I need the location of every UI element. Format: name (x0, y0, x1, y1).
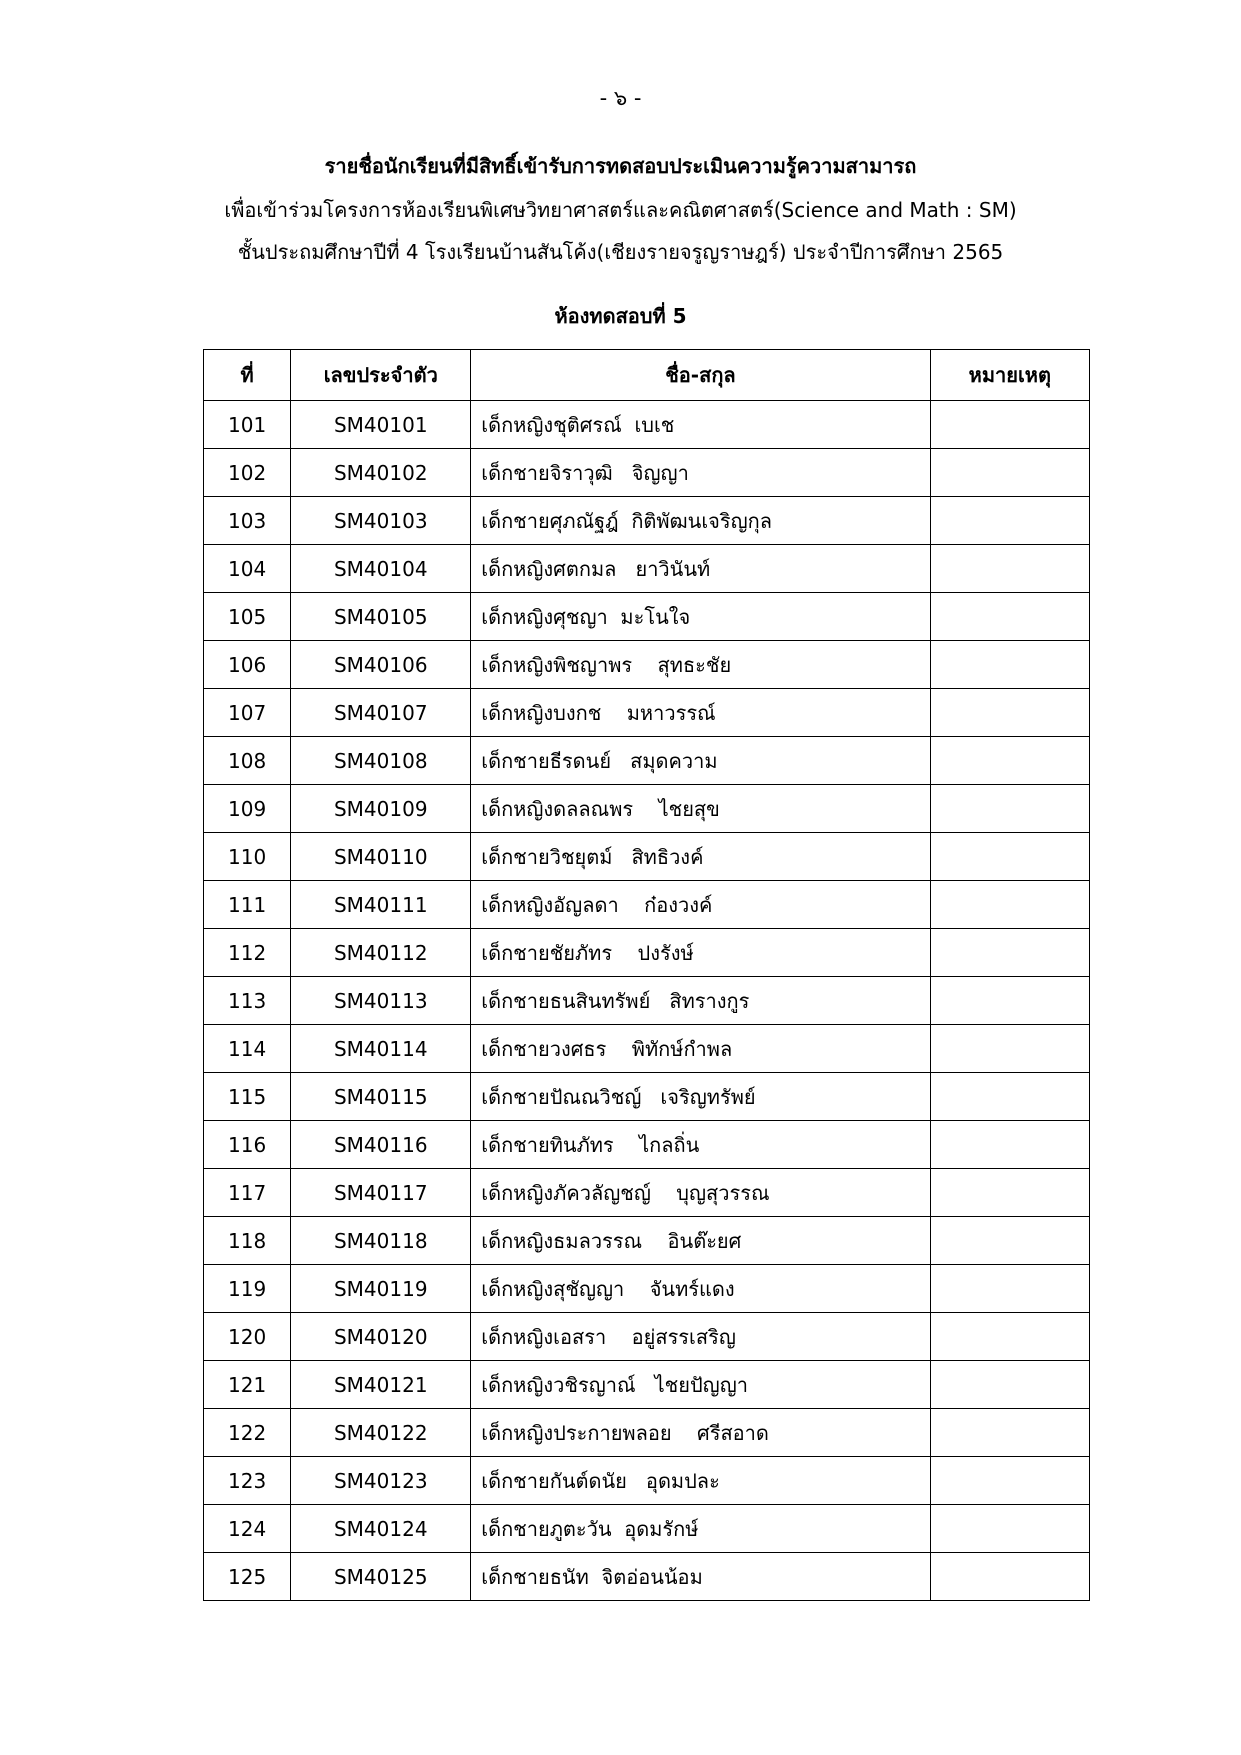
student-name: เด็กหญิงศุชญา มะโนใจ (471, 593, 930, 641)
student-name: เด็กหญิงประกายพลอย ศรีสอาด (471, 1409, 930, 1457)
student-name: เด็กหญิงอัญลดา ก๋องวงค์ (471, 881, 930, 929)
student-id: SM40123 (291, 1457, 471, 1505)
table-row (204, 545, 1090, 593)
page-number: - ๖ - (599, 86, 642, 110)
student-name: เด็กหญิงวชิรญาณ์ ไชยปัญญา (471, 1361, 930, 1409)
row-number: 107 (204, 689, 291, 737)
table-row (204, 737, 1090, 785)
table-row (204, 881, 1090, 929)
student-id: SM40119 (291, 1265, 471, 1313)
remarks (930, 881, 1089, 929)
document-subtitle-school: ชั้นประถมศึกษาปีที่ 4 โรงเรียนบ้านสันโค้ง(เชียงรายจรูญราษฎร์) ประจำปีการศึกษา 2565 (237, 240, 1004, 264)
row-number: 113 (204, 977, 291, 1025)
remarks (930, 641, 1089, 689)
row-number: 123 (204, 1457, 291, 1505)
table-row (204, 401, 1090, 449)
student-id: SM40101 (291, 401, 471, 449)
row-number: 120 (204, 1313, 291, 1361)
remarks (930, 545, 1089, 593)
table-row (204, 1025, 1090, 1073)
student-name: เด็กหญิงบงกช มหาวรรณ์ (471, 689, 930, 737)
remarks (930, 401, 1089, 449)
row-number: 117 (204, 1169, 291, 1217)
student-id: SM40110 (291, 833, 471, 881)
student-id: SM40116 (291, 1121, 471, 1169)
student-name: เด็กชายปัณณวิชญ์ เจริญทรัพย์ (471, 1073, 930, 1121)
row-number: 103 (204, 497, 291, 545)
table-row (204, 497, 1090, 545)
student-name: เด็กหญิงศตกมล ยาวินันท์ (471, 545, 930, 593)
remarks (930, 1073, 1089, 1121)
remarks (930, 1409, 1089, 1457)
row-number: 112 (204, 929, 291, 977)
column-header-number: ที่ (204, 350, 291, 401)
table-row (204, 1505, 1090, 1553)
table-row (204, 1217, 1090, 1265)
table-row (204, 641, 1090, 689)
remarks (930, 785, 1089, 833)
student-name: เด็กชายวิชยุตม์ สิทธิวงค์ (471, 833, 930, 881)
table-row (204, 977, 1090, 1025)
row-number: 106 (204, 641, 291, 689)
student-id: SM40103 (291, 497, 471, 545)
table-header-row (204, 350, 1090, 401)
student-id: SM40114 (291, 1025, 471, 1073)
student-name: เด็กหญิงธมลวรรณ อินต๊ะยศ (471, 1217, 930, 1265)
student-id: SM40108 (291, 737, 471, 785)
remarks (930, 1169, 1089, 1217)
row-number: 101 (204, 401, 291, 449)
table-row (204, 1313, 1090, 1361)
student-id: SM40109 (291, 785, 471, 833)
remarks (930, 737, 1089, 785)
student-id: SM40112 (291, 929, 471, 977)
student-id: SM40113 (291, 977, 471, 1025)
table-row (204, 449, 1090, 497)
row-number: 110 (204, 833, 291, 881)
row-number: 102 (204, 449, 291, 497)
student-id: SM40102 (291, 449, 471, 497)
row-number: 109 (204, 785, 291, 833)
student-name: เด็กชายจิราวุฒิ จิญญา (471, 449, 930, 497)
table-row (204, 1361, 1090, 1409)
student-id: SM40122 (291, 1409, 471, 1457)
table-row (204, 1073, 1090, 1121)
student-name: เด็กหญิงดลลณพร ไชยสุข (471, 785, 930, 833)
table-row (204, 1457, 1090, 1505)
table-row (204, 1265, 1090, 1313)
student-id: SM40111 (291, 881, 471, 929)
row-number: 114 (204, 1025, 291, 1073)
student-id: SM40104 (291, 545, 471, 593)
row-number: 125 (204, 1553, 291, 1601)
student-name: เด็กชายธนัท จิตอ่อนน้อม (471, 1553, 930, 1601)
table-row (204, 929, 1090, 977)
row-number: 122 (204, 1409, 291, 1457)
room-title: ห้องทดสอบที่ 5 (554, 304, 687, 328)
student-name: เด็กหญิงชุติศรณ์ เบเช (471, 401, 930, 449)
remarks (930, 1505, 1089, 1553)
row-number: 124 (204, 1505, 291, 1553)
table-row (204, 1121, 1090, 1169)
table-row (204, 1169, 1090, 1217)
remarks (930, 1217, 1089, 1265)
remarks (930, 1457, 1089, 1505)
table-row (204, 593, 1090, 641)
student-name: เด็กชายภูตะวัน อุดมรักษ์ (471, 1505, 930, 1553)
student-name: เด็กหญิงภัควลัญชญ์ บุญสุวรรณ (471, 1169, 930, 1217)
document-subtitle-project: เพื่อเข้าร่วมโครงการห้องเรียนพิเศษวิทยาศาสตร์และคณิตศาสตร์(Science and Math : SM) (224, 198, 1017, 222)
row-number: 115 (204, 1073, 291, 1121)
student-id: SM40118 (291, 1217, 471, 1265)
row-number: 105 (204, 593, 291, 641)
remarks (930, 449, 1089, 497)
remarks (930, 1121, 1089, 1169)
row-number: 108 (204, 737, 291, 785)
row-number: 118 (204, 1217, 291, 1265)
student-name: เด็กชายศุภณัฐฎ์ กิติพัฒนเจริญกุล (471, 497, 930, 545)
table-row (204, 689, 1090, 737)
student-name: เด็กชายทินภัทร ไกลถิ่น (471, 1121, 930, 1169)
table-row (204, 785, 1090, 833)
student-id: SM40121 (291, 1361, 471, 1409)
student-id: SM40106 (291, 641, 471, 689)
student-name: เด็กชายกันต์ดนัย อุดมปละ (471, 1457, 930, 1505)
remarks (930, 1361, 1089, 1409)
student-name: เด็กชายธีรดนย์ สมุดความ (471, 737, 930, 785)
remarks (930, 977, 1089, 1025)
row-number: 104 (204, 545, 291, 593)
student-name: เด็กหญิงพิชญาพร สุทธะชัย (471, 641, 930, 689)
row-number: 121 (204, 1361, 291, 1409)
remarks (930, 1313, 1089, 1361)
remarks (930, 689, 1089, 737)
student-id: SM40117 (291, 1169, 471, 1217)
student-name: เด็กหญิงเอสรา อยู่สรรเสริญ (471, 1313, 930, 1361)
student-id: SM40125 (291, 1553, 471, 1601)
row-number: 119 (204, 1265, 291, 1313)
row-number: 111 (204, 881, 291, 929)
column-header-student-id: เลขประจำตัว (291, 350, 471, 401)
column-header-remarks: หมายเหตุ (930, 350, 1089, 401)
remarks (930, 929, 1089, 977)
remarks (930, 497, 1089, 545)
table-row (204, 1553, 1090, 1601)
student-name: เด็กชายชัยภัทร ปงรังษ์ (471, 929, 930, 977)
student-id: SM40105 (291, 593, 471, 641)
student-name: เด็กชายวงศธร พิทักษ์กำพล (471, 1025, 930, 1073)
column-header-full-name: ชื่อ-สกุล (471, 350, 930, 401)
row-number: 116 (204, 1121, 291, 1169)
student-id: SM40124 (291, 1505, 471, 1553)
student-id: SM40107 (291, 689, 471, 737)
student-name: เด็กชายธนสินทรัพย์ สิทรางกูร (471, 977, 930, 1025)
student-name: เด็กหญิงสุชัญญา จันทร์แดง (471, 1265, 930, 1313)
remarks (930, 593, 1089, 641)
remarks (930, 1553, 1089, 1601)
student-id: SM40120 (291, 1313, 471, 1361)
table-row (204, 833, 1090, 881)
remarks (930, 1265, 1089, 1313)
table-row (204, 1409, 1090, 1457)
document-title: รายชื่อนักเรียนที่มีสิทธิ์เข้ารับการทดสอบประเมินความรู้ความสามารถ (324, 154, 917, 178)
table-body (204, 401, 1090, 1601)
remarks (930, 833, 1089, 881)
student-id: SM40115 (291, 1073, 471, 1121)
remarks (930, 1025, 1089, 1073)
student-roster-table (203, 349, 1090, 1601)
